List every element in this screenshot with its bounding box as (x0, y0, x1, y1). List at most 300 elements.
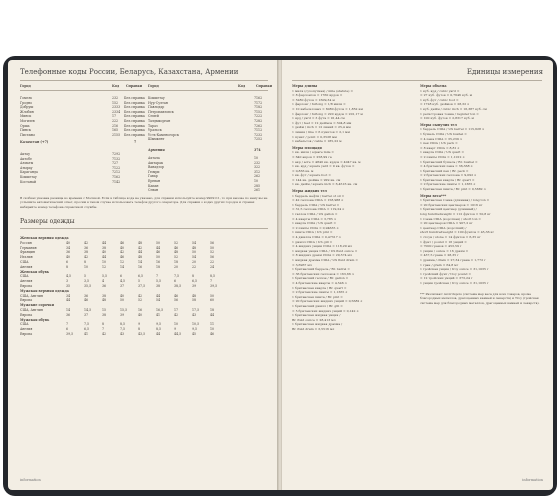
city-name: Костанай (20, 179, 36, 184)
city-name: Орша (20, 123, 30, 128)
size-value: 36 (102, 284, 107, 288)
unit-line: = 4 британских пека = 36,368 л (420, 164, 473, 169)
size-value: 22 (192, 264, 197, 269)
size-value: 39,5 (210, 284, 218, 288)
unit-line: = 42 галлона США = 158,988 л (292, 198, 344, 203)
column-header: Код (112, 84, 120, 88)
size-value: 48 (192, 245, 197, 250)
size-group-heading: Мужская верхняя одежда (20, 288, 69, 293)
size-value: 14 (138, 260, 143, 264)
armenia-code: 374 (254, 148, 261, 152)
city-code: 152 (112, 100, 119, 105)
city-code: 261 (254, 188, 261, 193)
unit-section-heading: Меры веса*** (420, 193, 447, 198)
unit-line: = 2 пинты США = 1,1012 л (420, 154, 465, 159)
unit-line: = 31,5 галлона США = 119,24 л (292, 207, 345, 212)
city-info: Бел.справка (124, 100, 145, 105)
size-value: 5,5 (102, 274, 108, 279)
unit-line: 1 британский пек / Br. peck = (420, 168, 469, 173)
size-value: 6,5 (84, 327, 90, 332)
size-value: 38 (102, 293, 107, 298)
size-value: 54 (192, 240, 197, 245)
size-value: 46 (174, 245, 179, 250)
size-value: 5 (84, 274, 87, 279)
size-country: Россия (20, 240, 32, 245)
size-value: 11 (210, 322, 215, 327)
size-value: 38 (84, 250, 89, 255)
city-info: Бел.справка (124, 119, 145, 123)
size-value: 50 (120, 298, 125, 303)
size-value: 48 (174, 250, 179, 255)
size-value: 36 (66, 250, 71, 255)
size-value: 6 (66, 260, 69, 264)
weights-note: *** Различают Avoirdupois (система мер веса для всех товаров, кроме благородных металлов, драгоценных камней и лекарств) и Troy (тройская система мер для благородных металлов, драгоценных камней и лекарств). (420, 292, 540, 305)
size-value: 14 (120, 264, 125, 269)
unit-line: 1 унция / ounce = 16 драхм = (420, 248, 469, 253)
size-value: 17 (174, 308, 179, 312)
unit-line: = 8 жидких драхм США = 29,574 мл (292, 253, 352, 258)
size-country: США (20, 322, 29, 327)
size-value: 44 (102, 240, 107, 245)
city-info: Бел.справка (124, 132, 145, 137)
size-value: 6,5 (138, 274, 144, 279)
unit-line: 1 куб. фут / cubic foot = (420, 97, 459, 102)
city-code: 7172 (254, 100, 263, 105)
size-value: 9 (174, 327, 177, 332)
city-code: 7292 (112, 152, 121, 156)
size-value: 8 (84, 260, 87, 264)
column-header: Город (20, 84, 31, 88)
size-value: 44 (156, 293, 161, 298)
size-country: США (20, 274, 29, 279)
size-value: 40 (66, 255, 71, 260)
city-code: 7282 (254, 119, 263, 123)
size-value: 8 (138, 327, 141, 332)
size-value: 38 (156, 284, 161, 288)
size-value: 7,5 (174, 274, 180, 279)
size-value: 18 (210, 308, 215, 312)
city-name: Талдыкорган (148, 119, 171, 123)
unit-line: = 36 британских галлонов = 163,66 л (292, 271, 354, 276)
city-name: Севан (148, 188, 159, 193)
city-name: Актау (20, 152, 30, 156)
city-name: Гродно (20, 100, 33, 105)
unit-line: 1 кв. ярд / square yard = 9 кв. футов = (292, 164, 355, 169)
codes-note: В скобках указана разница во времени с Москвой. Если в таблице кода не указано, для справки используйте номер 9909111, то при вызове по нему вы не услышите автоматический ответ, просим в таком случае использовать телефон другого оператора. Для справки о кодах других городов и странах набирайте номер телефона справочной службы. (20, 196, 268, 209)
size-country: Европа (20, 332, 33, 336)
unit-line: 1 кабельтов / cable = 185,22 м (292, 139, 342, 144)
city-code: 7232 (254, 132, 263, 137)
size-value: 8 (192, 274, 195, 279)
size-value: 36 (84, 293, 89, 298)
size-value: 6 (120, 274, 123, 279)
size-value: 9 (138, 322, 141, 327)
city-code: 232 (112, 96, 119, 100)
city-info: Бел.справка (124, 123, 145, 128)
left-footer: information (20, 478, 41, 482)
unit-line: = 0,836 кв. м (292, 168, 314, 173)
size-value: 38 (102, 312, 107, 317)
unit-line: = 7000 гранов = 453,59 г (420, 244, 462, 249)
unit-line: 1 унция тройская / troy ounce = 31,1035 г (420, 280, 489, 285)
size-value: 46 (210, 332, 215, 336)
right-page-title: Единицы измерения (466, 68, 543, 76)
column-header: Справки (256, 84, 273, 88)
unit-line: = 3,6967 мл (292, 262, 312, 267)
size-value: 43,5 (138, 332, 146, 336)
size-value: 4,5 (66, 274, 72, 279)
city-code: 216 (112, 123, 119, 128)
size-value: 8 (102, 322, 105, 327)
city-name: Ванадзор (148, 165, 164, 170)
unit-line: = 12 тройских унций = 373,24 г (420, 276, 473, 281)
column-header: Справки (126, 84, 143, 88)
unit-line: 1 центнер США (короткий) / (420, 225, 467, 230)
unit-line: 1 британская кварта / Br. quart = (420, 177, 475, 182)
unit-line: 1 галлон США / US gallon = (292, 212, 338, 217)
city-name: Шымкент (148, 137, 165, 142)
size-country: Италия (20, 255, 33, 260)
unit-line: 1 британская тонна (длинная) / long ton = (420, 198, 490, 203)
city-code: 222 (112, 119, 119, 123)
size-value: 48 (192, 293, 197, 298)
city-name: Пинск (20, 128, 31, 133)
size-country: США (20, 260, 29, 264)
city-code: 232 (254, 160, 261, 165)
size-value: 6 (174, 279, 177, 284)
unit-line: 1 куб. дюйм / cubic inch = 16,387 куб. см (420, 106, 487, 111)
unit-line: 1 драхма / dram = 27,34 грана = 1,772 г (420, 257, 486, 262)
city-name: Аштарак (148, 160, 163, 165)
city-name: Атырау (20, 165, 33, 170)
size-group-heading: Женская верхняя одежда (20, 236, 69, 240)
unit-line: 1 фут / feet = 12 дюймов = 304,8 мм (292, 120, 352, 125)
unit-line: 1 жидкая унция США / US fluid ounce = (292, 248, 358, 253)
size-value: 52 (210, 250, 215, 255)
size-value: 44 (102, 255, 107, 260)
left-page-title: Телефонные коды России, Беларусь, Казахстана, Армении (20, 68, 239, 76)
unit-section-heading: Меры объема (420, 84, 447, 88)
unit-line: 1 тройский фунт / troy pound = (420, 271, 472, 276)
city-code: 7222 (254, 114, 263, 119)
size-value: 37 (84, 312, 89, 317)
size-value: 16 (138, 264, 143, 269)
unit-line: = 100 куб. футов = 2,8317 куб. м (420, 116, 474, 121)
size-value: 9,5 (156, 322, 162, 327)
size-country: Европа (20, 298, 33, 303)
size-value: 54 (156, 298, 161, 303)
size-value: 42 (138, 293, 143, 298)
unit-line: 1 пункт / point = 0,3528 мм (292, 134, 337, 139)
unit-line: 1 тонна США (короткая) / short ton = (420, 216, 482, 221)
size-value: 8 (66, 264, 69, 269)
col2-column (420, 82, 544, 286)
size-value: 39 (192, 284, 197, 288)
unit-line: = 144 кв. дюйма = 929 кв. см (292, 177, 341, 182)
size-value: 46 (120, 255, 125, 260)
size-value: 10 (102, 260, 107, 264)
city-name: Добруш (20, 105, 34, 110)
unit-line: = 4 пека США = 35,239 л (420, 136, 462, 141)
city-name: Павлодар (148, 105, 165, 110)
city-code: 727 (112, 161, 119, 166)
size-value: 44 (156, 332, 161, 336)
size-value: 5 (138, 279, 141, 284)
size-value: 42 (138, 245, 143, 250)
size-value: 52 (174, 240, 179, 245)
unit-line: 1 британская пинта / Br. pint = 0,5682 л (420, 187, 486, 192)
city-info: Бел.справка (124, 109, 145, 114)
unit-line: = 27 куб. футов = 0,7646 куб. м (420, 93, 472, 98)
size-value: 41 (156, 312, 161, 317)
size-value: 46 (120, 240, 125, 245)
size-value: 42 (102, 332, 107, 336)
city-name: Пиставы (20, 132, 35, 137)
size-value: 50 (192, 250, 197, 255)
unit-section-heading: Меры сыпучих тел (420, 122, 457, 127)
unit-line: 1 ярд / yard = 3 фута = 91,44 см (292, 116, 345, 121)
size-value: 40 (102, 250, 107, 255)
size-value: 15,5 (120, 308, 128, 312)
sizes-title: Размеры одежды (20, 218, 75, 225)
size-value: 7 (210, 279, 213, 284)
size-value: 7 (156, 274, 159, 279)
city-code: 7212 (112, 170, 121, 175)
city-code: 7122 (112, 165, 121, 170)
unit-line: 1 британский баррель / Br. barrel = (292, 267, 350, 272)
size-country: Европа (20, 312, 33, 317)
unit-line: = 2 британских галлона = 9,092 л (420, 173, 477, 178)
armenia-heading: Армения (148, 148, 165, 152)
size-value: 24 (210, 264, 215, 269)
size-value: 3,5 (84, 279, 90, 284)
unit-line: = 4 кварты США = 3,785 л (292, 216, 336, 221)
size-value: 6 (66, 327, 69, 332)
city-name: Нур-Султан (148, 100, 168, 105)
size-value: 40 (120, 245, 125, 250)
size-country: Европа (20, 284, 33, 288)
size-value: 12 (102, 264, 107, 269)
size-value: 44 (156, 245, 161, 250)
size-value: 44 (210, 312, 215, 317)
city-code: 2155 (112, 132, 121, 137)
unit-line: 1 миля (сухопутная) / mile (statute) = (292, 88, 354, 93)
size-value: 42 (174, 312, 179, 317)
unit-line: = 20 британских центнеров = 1016 кг (420, 202, 483, 207)
size-value: 44 (66, 298, 71, 303)
unit-line: 1 кварта США / US quart = (292, 221, 337, 226)
size-value: 8,5 (156, 327, 162, 332)
city-name: Тараз (148, 123, 158, 128)
unit-line: 1 британский джилл / Br. gill = (292, 303, 343, 308)
unit-line: long hundredweight = 112 фунтов = 50,8 кг (420, 212, 491, 217)
size-value: 5,5 (156, 279, 162, 284)
city-code: 262 (254, 174, 261, 179)
unit-line: 1 жидкая драхма США / US fluid dram = (292, 257, 358, 262)
size-value: 7,5 (84, 322, 90, 327)
size-country: США, Англия (20, 308, 43, 312)
unit-line: = 20 центнеров США = 907,2 кг (420, 221, 473, 226)
size-country: Англия (20, 327, 33, 332)
city-name: Усть-Каменогорск (148, 132, 179, 137)
unit-line: = 4 британские кварты = 4,546 л (292, 280, 347, 285)
size-value: 43 (192, 312, 197, 317)
city-code: 7252 (254, 137, 263, 142)
city-code: 2333 (112, 105, 121, 110)
unit-line: = 5280 футов = 1609,34 м (292, 97, 335, 102)
size-value: 40 (138, 312, 143, 317)
city-name: Гавар (148, 174, 158, 179)
unit-line: = 10 кабельтовых = 6080 футов = 1,852 км (292, 106, 363, 111)
city-name: Могилев (20, 119, 35, 123)
unit-line: 1 британский бушель / Br. bushel = (420, 159, 478, 164)
unit-line: Br. fluid dram = 3,5516 мл (292, 326, 335, 331)
size-value: 58 (192, 298, 197, 303)
size-value: 18 (174, 260, 179, 264)
city-code: 7182 (254, 105, 263, 110)
header-rule (20, 90, 268, 91)
city-name: Кокшетау (20, 175, 37, 179)
size-value: 48 (138, 240, 143, 245)
size-value: 9,5 (192, 327, 198, 332)
unit-line: 1 фарлонг / furlong = 1/8 мили = (292, 102, 346, 107)
size-value: 34 (66, 245, 71, 250)
unit-line: 1 джилл США / US gill = (292, 239, 333, 244)
city-name: Гюмри (148, 169, 160, 174)
size-group-heading: Мужская обувь (20, 317, 50, 322)
unit-line: 1 кв. дюйм / square inch = 6,4516 кв. см (292, 182, 358, 187)
unit-line: = 8 фарлонгов = 1760 ярдов = (292, 93, 343, 98)
city-code: 7262 (254, 123, 263, 128)
unit-line: 1 бушель США / US bushel = (420, 131, 467, 136)
size-value: 8,5 (120, 322, 126, 327)
city-code: 165 (112, 128, 119, 133)
city-code: 10 (254, 156, 259, 160)
size-value: 56 (210, 255, 215, 260)
unit-line: 1 фунт / pound = 16 унций = (420, 239, 467, 244)
right-page (282, 60, 553, 490)
column-header: Город (148, 84, 159, 88)
unit-line: 1 британский галлон / Br. gallon = (292, 276, 349, 281)
size-value: 10 (174, 322, 179, 327)
size-value: 20 (192, 260, 197, 264)
size-value: 38,5 (174, 284, 182, 288)
unit-line: 1 пек США / US peck = (420, 141, 458, 146)
unit-line: = 2 британские пинты = 1,1365 л (420, 182, 476, 187)
city-code: 312 (254, 169, 261, 174)
size-value: 42 (84, 255, 89, 260)
sizes-rule (20, 228, 268, 229)
size-country: Франция (20, 250, 35, 255)
unit-line: 1 британская жидкая унция / (292, 313, 341, 318)
city-code: 322 (254, 165, 261, 170)
city-name: Караганда (20, 170, 38, 175)
unit-line: 1 британская кварта / Br. quart = (292, 285, 347, 290)
city-name: Кокшетау (148, 96, 165, 100)
size-value: 37 (120, 284, 125, 288)
size-value: 14 (66, 308, 71, 312)
size-value: 4,5 (120, 279, 126, 284)
unit-line: 1 фарлонг / furlong = 220 ярдов = 201,17 м (292, 111, 363, 116)
size-group-heading: Мужские сорочки (20, 303, 54, 308)
size-value: 45 (192, 332, 197, 336)
unit-line: 1 дюйм / inch = 12 линий = 25,4 мм (292, 125, 351, 130)
city-name: Ахтала (148, 156, 160, 160)
kazakhstan-heading: Казахстан (+7) (20, 140, 49, 144)
unit-line: 1 кв. фут / square foot = (292, 173, 331, 178)
size-value: 39,5 (66, 332, 74, 336)
unit-line: short hundredweight = 100 фунтов = 45,36 кг (420, 230, 495, 235)
kazakhstan-code: 7 (134, 140, 137, 144)
size-value: 48 (138, 255, 143, 260)
city-code: 7162 (112, 175, 121, 179)
left-page (8, 60, 278, 490)
size-value: 39 (120, 312, 125, 317)
size-country: Англия (20, 264, 33, 269)
size-value: 6,5 (192, 279, 198, 284)
size-value: 43 (120, 332, 125, 336)
unit-line: = 1728 куб. дюймов = 28,32 л (420, 102, 470, 107)
size-value: 52 (138, 298, 143, 303)
size-value: 15 (102, 308, 107, 312)
city-info: Бел.справка (124, 114, 145, 119)
city-info: Бел.справка (124, 128, 145, 133)
right-footer: information (522, 478, 543, 482)
city-code: 7112 (254, 128, 263, 133)
city-name: Актобе (20, 156, 32, 161)
size-value: 44,5 (174, 332, 182, 336)
size-value: 16,5 (156, 308, 164, 312)
city-code: 7132 (112, 156, 121, 161)
size-value: 22 (210, 260, 215, 264)
size-country: Англия (20, 279, 33, 284)
unit-line: = 4 жидких унции США = 118,29 мл (292, 244, 353, 249)
city-code: 7162 (254, 96, 263, 100)
unit-line: 1 баррель США / US barrel = (292, 202, 340, 207)
city-name: Гомель (20, 96, 33, 100)
unit-line: 1 куб. ярд / cubic yard = (420, 88, 460, 93)
unit-line: = 5 британских жидких унций = 0,142 л (292, 308, 359, 313)
size-value: 50 (210, 245, 215, 250)
size-value: 40 (120, 293, 125, 298)
size-value: 50 (156, 255, 161, 260)
city-info: Бел.справка (124, 96, 145, 100)
size-value: 50 (210, 293, 215, 298)
size-value: 16 (156, 260, 161, 264)
city-name: Ереван (148, 179, 161, 183)
unit-line: = 437,5 грана = 28,35 г (420, 253, 459, 258)
size-value: 7 (66, 322, 69, 327)
size-value: 35,5 (84, 284, 92, 288)
title-rule (292, 80, 542, 81)
size-value: 12 (120, 260, 125, 264)
unit-line: = 4 джилла США = 0,47317 л (292, 235, 341, 239)
unit-line: 1 регистровая тонна / register ton = (420, 111, 479, 116)
city-name: Жлобин (20, 109, 34, 114)
city-name: Семей (148, 114, 159, 119)
size-value: 56 (210, 240, 215, 245)
size-value: 60 (210, 298, 215, 303)
size-value: 50 (156, 240, 161, 245)
unit-line: 1 баррель нефти / barrel of oil = (292, 193, 345, 198)
size-value: 10,5 (192, 322, 200, 327)
size-value: 42 (84, 240, 89, 245)
size-value: 16 (138, 308, 143, 312)
size-value: 41 (84, 332, 89, 336)
city-code: 7152 (254, 109, 263, 114)
column-header: Код (238, 84, 246, 88)
unit-line: 1 тройская унция / troy ounce = 31,1035 г (420, 267, 489, 272)
